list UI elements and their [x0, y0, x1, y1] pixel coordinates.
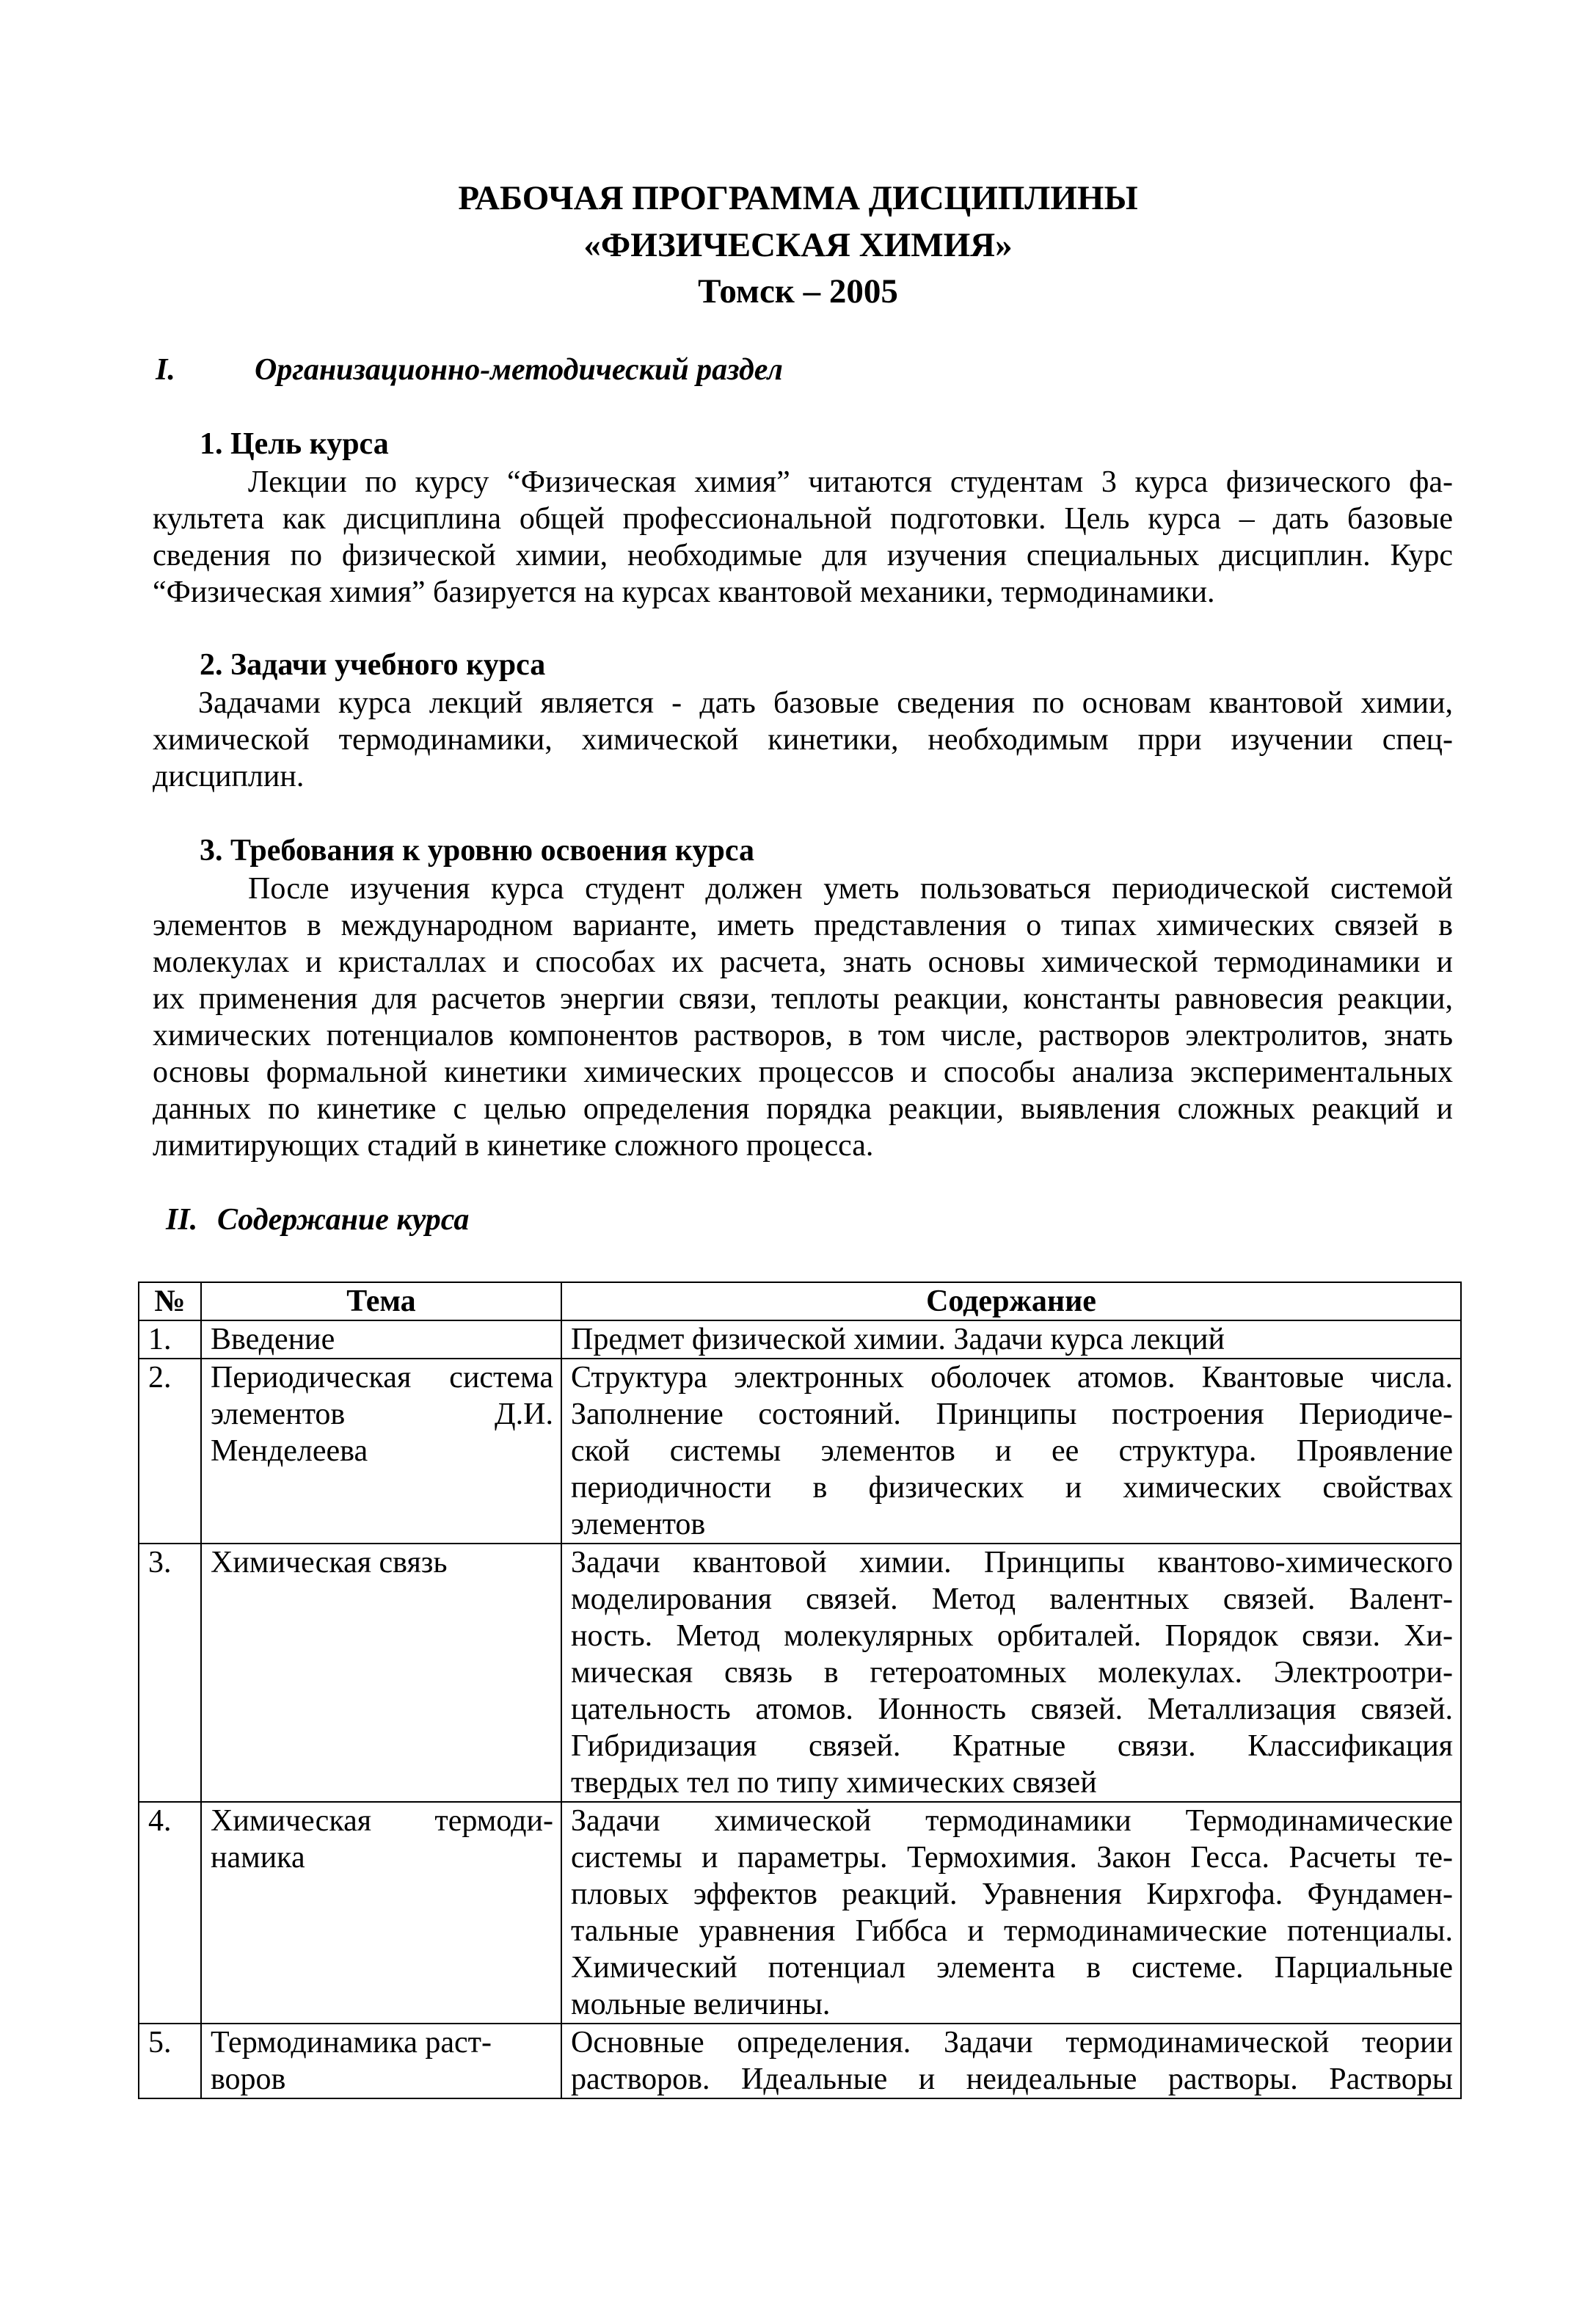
row-number: 3.: [139, 1544, 201, 1802]
requirements-heading: 3. Требования к уровню освоения курса: [200, 834, 755, 868]
row-number: 1.: [139, 1320, 201, 1359]
row-topic: [201, 1544, 561, 1802]
content-line: Химический потенциал элемента в системе. Парциальные: [571, 1951, 1453, 1985]
header-number: №: [139, 1282, 201, 1320]
table-row: [139, 1359, 1461, 1544]
paragraph-line: химической термодинамики, химической кинетики, необходимым прри изучении спец-: [153, 723, 1453, 757]
row-content: [561, 1320, 1461, 1359]
requirements-paragraph: [153, 870, 1453, 1164]
paragraph-line: данных по кинетике с целью определения порядка реакции, выявления сложных реакций и: [153, 1092, 1453, 1126]
content-line: Заполнение состояний. Принципы построения Периодиче-: [571, 1397, 1453, 1431]
content-line: цательность атомов. Ионность связей. Металлизация связей.: [571, 1693, 1453, 1726]
content-line: моделирования связей. Метод валентных связей. Валент-: [571, 1582, 1453, 1616]
row-number: 5.: [139, 2024, 201, 2098]
topic-line: Термодинамика раст-: [211, 2026, 492, 2060]
paragraph-line: дисциплин.: [153, 760, 305, 793]
row-topic: [201, 1802, 561, 2024]
row-content: [561, 1802, 1461, 2024]
topic-line: Менделеева: [211, 1434, 368, 1468]
topic-line: воров: [211, 2062, 286, 2096]
content-line: Гибридизация связей. Кратные связи. Классификация: [571, 1729, 1453, 1763]
row-topic: [201, 1320, 561, 1359]
content-line: тальные уравнения Гиббса и термодинамические потенциалы.: [571, 1914, 1453, 1948]
table-row: [139, 1544, 1461, 1802]
paragraph-line: основы формальной кинетики химических процессов и способы анализа экспериментальных: [153, 1055, 1453, 1089]
content-line: ской системы элементов и ее структура. Проявление: [571, 1434, 1453, 1468]
paragraph-line: сведения по физической химии, необходимые для изучения специальных дисциплин. Курс: [153, 539, 1453, 572]
tasks-paragraph: [153, 685, 1453, 795]
content-line: системы и параметры. Термохимия. Закон Гесса. Расчеты те-: [571, 1841, 1453, 1875]
paragraph-line: элементов в международном варианте, иметь представления о типах химических связей в: [153, 909, 1453, 942]
paragraph-line: лимитирующих стадий в кинетике сложного процесса.: [153, 1129, 874, 1163]
topic-line: Периодическая система: [211, 1361, 553, 1395]
paragraph-line: молекулах и кристаллах и способах их расчета, знать основы химической термодинамики и: [153, 945, 1453, 979]
paragraph-line: их применения для расчетов энергии связи, теплоты реакции, константы равновесия реакции,: [153, 982, 1453, 1016]
content-line: элементов: [571, 1508, 706, 1541]
section-2-number: II.: [166, 1203, 198, 1237]
paragraph-line: После изучения курса студент должен уметь пользоваться периодической системой: [248, 872, 1453, 906]
content-line: периодичности в физических и химических свойствах: [571, 1471, 1453, 1505]
content-line: ность. Метод молекулярных орбиталей. Порядок связи. Хи-: [571, 1619, 1453, 1653]
topic-line: Химическая связь: [211, 1546, 448, 1579]
paragraph-line: химических потенциалов компонентов растворов, в том числе, растворов электролитов, знать: [153, 1019, 1453, 1053]
content-line: пловых эффектов реакций. Уравнения Кирхгофа. Фундамен-: [571, 1877, 1453, 1911]
table-row: [139, 1802, 1461, 2024]
section-1-number: I.: [156, 353, 175, 387]
doc-title-line-1: РАБОЧАЯ ПРОГРАММА ДИСЦИПЛИНЫ: [458, 179, 1138, 217]
row-content: [561, 1544, 1461, 1802]
paragraph-line: Задачами курса лекций является - дать базовые сведения по основам квантовой химии,: [198, 686, 1453, 720]
row-content: [561, 2024, 1461, 2098]
paragraph-line: Лекции по курсу “Физическая химия” читаются студентам 3 курса физического фа-: [248, 465, 1453, 499]
section-1-title: Организационно-методический раздел: [255, 353, 783, 387]
topic-line: намика: [211, 1841, 305, 1875]
row-topic: [201, 2024, 561, 2098]
content-line: растворов. Идеальные и неидеальные растворы. Растворы: [571, 2062, 1453, 2096]
topic-line: элементов Д.И.: [211, 1397, 553, 1431]
content-line: Структура электронных оболочек атомов. Квантовые числа.: [571, 1361, 1453, 1395]
row-number: 4.: [139, 1802, 201, 2024]
row-topic: [201, 1359, 561, 1544]
paragraph-line: культета как дисциплина общей профессиональной подготовки. Цель курса – дать базовые: [153, 502, 1453, 536]
doc-title-line-2: «ФИЗИЧЕСКАЯ ХИМИЯ»: [583, 226, 1013, 264]
paragraph-line: “Физическая химия” базируется на курсах квантовой механики, термодинамики.: [153, 575, 1215, 609]
table-row: [139, 1320, 1461, 1359]
row-content: [561, 1359, 1461, 1544]
content-line: Задачи квантовой химии. Принципы квантово-химического: [571, 1546, 1453, 1579]
goal-paragraph: [153, 464, 1453, 611]
content-line: мическая связь в гетероатомных молекулах. Электроотри-: [571, 1656, 1453, 1690]
content-line: Задачи химической термодинамики Термодинамические: [571, 1804, 1453, 1838]
topic-line: Химическая термоди-: [211, 1804, 553, 1838]
tasks-heading: 2. Задачи учебного курса: [200, 648, 546, 682]
content-line: Предмет физической химии. Задачи курса лекций: [571, 1323, 1225, 1356]
table-header-row: [139, 1282, 1461, 1320]
content-line: твердых тел по типу химических связей: [571, 1766, 1097, 1800]
row-number: 2.: [139, 1359, 201, 1544]
section-2-title: Содержание курса: [217, 1203, 470, 1237]
topic-line: Введение: [211, 1323, 335, 1356]
course-content-table: [138, 1282, 1462, 2099]
content-line: мольные величины.: [571, 1988, 831, 2021]
goal-heading: 1. Цель курса: [200, 427, 389, 461]
header-topic: Тема: [201, 1282, 561, 1320]
doc-title-line-3: Томск – 2005: [698, 272, 898, 310]
table-row: [139, 2024, 1461, 2098]
header-content: Содержание: [561, 1282, 1461, 1320]
content-line: Основные определения. Задачи термодинамической теории: [571, 2026, 1453, 2060]
